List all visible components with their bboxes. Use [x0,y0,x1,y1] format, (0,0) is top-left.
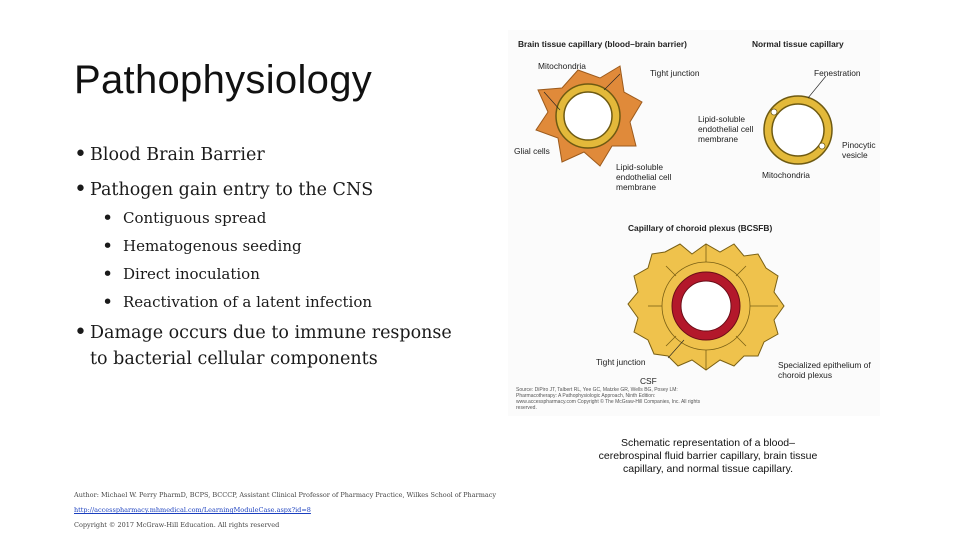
sub-bullet-text: Hematogenous seeding [123,237,302,255]
sub-bullet-item [102,236,474,256]
label-glial-cells: Glial cells [514,146,550,156]
figure-source: Source: DiPiro JT, Talbert RL, Yee GC, Matzke GR, Wells BG, Posey LM: Pharmacotherapy: A Pathophysiologic Approach, Ninth Edition: www.accesspharmacy.com Copyright © The McGraw-Hill Companies, Inc. All rights reserved. [516,387,701,411]
footer-author: Author: Michael W. Perry PharmD, BCPS, BCCCP, Assistant Clinical Professor of Pharmacy Practice, Wilkes School of Pharmacy [74,491,497,499]
label-specialized-epithelium: Specialized epithelium of choroid plexus [778,360,871,380]
brain-capillary-drawing [536,66,642,166]
bullet-item [74,177,474,203]
bullet-text: Damage occurs due to immune response to bacterial cellular components [90,323,452,369]
label-mitochondria-normal: Mitochondria [762,170,810,180]
label-lipid-soluble-normal: Lipid-soluble endothelial cell membrane [698,114,754,144]
label-pinocytic-vesicle: Pinocytic vesicle [842,140,876,160]
label-lipid-soluble-brain: Lipid-soluble endothelial cell membrane [616,162,672,192]
label-tight-junction: Tight junction [650,68,700,78]
sub-bullet-item [102,208,474,228]
figure-caption: Schematic representation of a blood–cerebrospinal fluid barrier capillary, brain tissue capillary, and normal tissue capillary. [598,437,818,475]
bullet-list [74,142,474,381]
bullet-text: Blood Brain Barrier [90,145,265,165]
choroid-capillary-drawing [628,244,784,370]
bullet-dot-icon: • [102,291,114,313]
bullet-dot-icon: • [74,320,87,345]
bullet-item [74,320,474,372]
bullet-dot-icon: • [74,142,87,167]
sub-bullet-text: Reactivation of a latent infection [123,293,373,311]
sub-bullet-text: Direct inoculation [123,265,260,283]
sub-bullet-item [102,264,474,284]
label-csf: CSF [640,376,657,386]
sub-bullet-text: Contiguous spread [123,209,267,227]
brain-capillary-heading: Brain tissue capillary (blood–brain barrier) [518,39,687,49]
normal-capillary-drawing [764,76,832,164]
label-mitochondria: Mitochondria [538,61,586,71]
sub-bullet-list [102,208,474,312]
capillary-figure [508,30,880,416]
slide-title: Pathophysiology [74,58,373,102]
label-fenestration: Fenestration [814,68,861,78]
choroid-capillary-heading: Capillary of choroid plexus (BCSFB) [628,223,773,233]
sub-bullet-item [102,292,474,312]
bullet-text: Pathogen gain entry to the CNS [90,180,374,200]
bullet-dot-icon: • [102,263,114,285]
bullet-dot-icon: • [102,235,114,257]
bullet-dot-icon: • [102,207,114,229]
footer-copyright: Copyright © 2017 McGraw-Hill Education. All rights reserved [74,521,280,529]
label-tight-junction-choroid: Tight junction [596,357,646,367]
normal-capillary-heading: Normal tissue capillary [752,39,844,49]
footer-source-link[interactable]: http://accesspharmacy.mhmedical.com/LearningModuleCase.aspx?id=8 [74,506,311,514]
bullet-item [74,142,474,168]
bullet-dot-icon: • [74,177,87,202]
